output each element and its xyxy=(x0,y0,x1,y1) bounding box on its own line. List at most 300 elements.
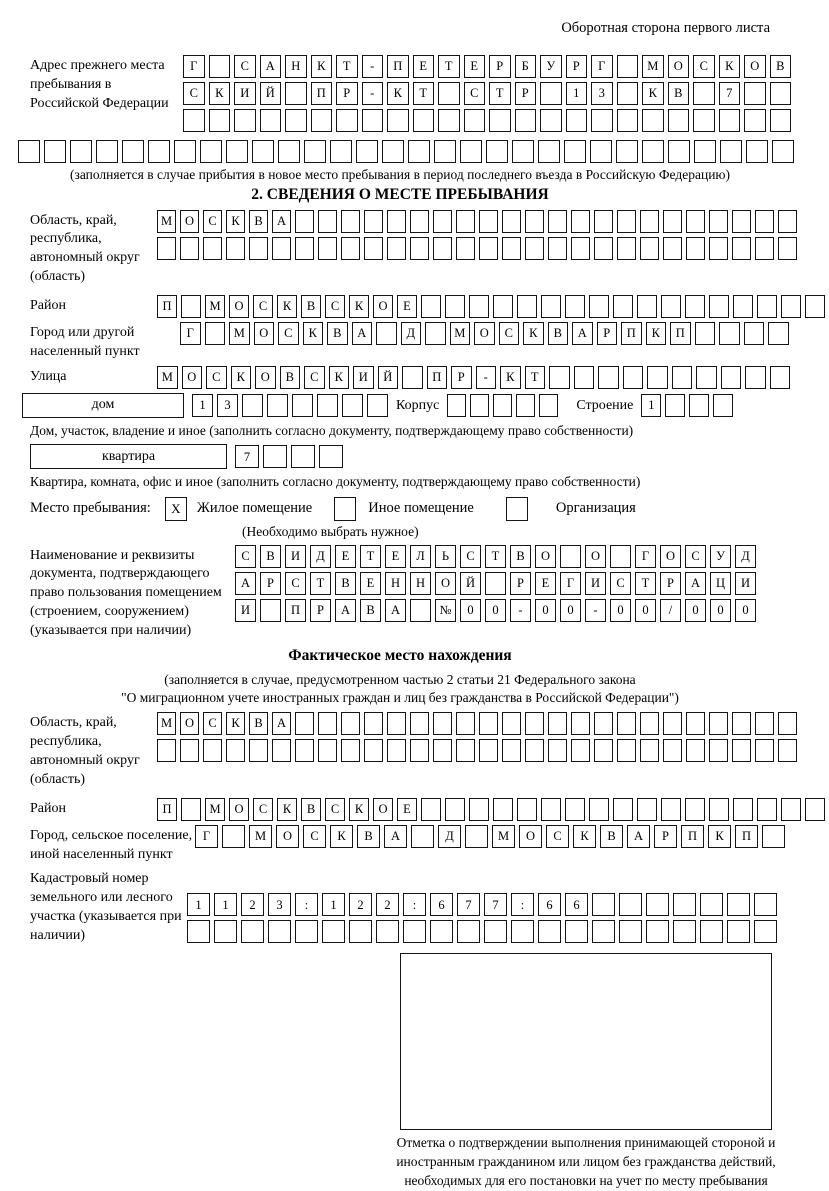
char-box[interactable]: К xyxy=(226,712,245,735)
char-box[interactable]: В xyxy=(600,825,623,848)
char-box[interactable] xyxy=(226,237,245,260)
char-box[interactable] xyxy=(732,237,751,260)
char-box[interactable] xyxy=(516,394,535,417)
char-box[interactable]: В xyxy=(249,712,268,735)
char-box[interactable]: П xyxy=(387,55,409,78)
char-box[interactable] xyxy=(685,798,705,821)
char-box[interactable]: К xyxy=(277,295,297,318)
char-box[interactable]: 7 xyxy=(457,893,480,916)
char-box[interactable]: Е xyxy=(464,55,486,78)
char-box[interactable]: А xyxy=(384,825,407,848)
char-box[interactable] xyxy=(226,739,245,762)
char-box[interactable]: Т xyxy=(485,545,506,568)
char-box[interactable]: В xyxy=(510,545,531,568)
char-box[interactable] xyxy=(757,295,777,318)
char-box[interactable] xyxy=(709,210,728,233)
char-box[interactable] xyxy=(540,82,562,105)
char-box[interactable] xyxy=(661,295,681,318)
char-box[interactable] xyxy=(613,798,633,821)
char-box[interactable]: Г xyxy=(180,322,201,345)
char-box[interactable] xyxy=(200,140,222,163)
char-box[interactable] xyxy=(387,712,406,735)
char-box[interactable] xyxy=(719,322,740,345)
char-box[interactable]: Е xyxy=(360,572,381,595)
char-box[interactable]: К xyxy=(500,366,521,389)
char-box[interactable] xyxy=(376,920,399,943)
char-box[interactable] xyxy=(364,210,383,233)
char-box[interactable]: - xyxy=(362,55,384,78)
char-box[interactable] xyxy=(410,237,429,260)
char-box[interactable] xyxy=(619,920,642,943)
char-box[interactable] xyxy=(249,237,268,260)
char-box[interactable]: К xyxy=(303,322,324,345)
char-box[interactable] xyxy=(322,920,345,943)
char-box[interactable]: К xyxy=(231,366,252,389)
char-box[interactable] xyxy=(493,394,512,417)
char-box[interactable] xyxy=(438,109,460,132)
char-box[interactable]: Г xyxy=(183,55,205,78)
char-box[interactable] xyxy=(693,82,715,105)
char-box[interactable]: А xyxy=(385,599,406,622)
char-box[interactable]: С xyxy=(253,295,273,318)
char-box[interactable] xyxy=(571,712,590,735)
char-box[interactable]: С xyxy=(206,366,227,389)
char-box[interactable] xyxy=(757,798,777,821)
char-box[interactable] xyxy=(548,237,567,260)
char-box[interactable] xyxy=(260,599,281,622)
char-box[interactable] xyxy=(447,394,466,417)
char-box[interactable]: Б xyxy=(515,55,537,78)
char-box[interactable]: Д xyxy=(310,545,331,568)
char-box[interactable] xyxy=(663,237,682,260)
char-box[interactable] xyxy=(456,739,475,762)
char-box[interactable] xyxy=(560,545,581,568)
char-box[interactable] xyxy=(502,739,521,762)
char-box[interactable]: К xyxy=(277,798,297,821)
char-box[interactable] xyxy=(762,825,785,848)
char-box[interactable] xyxy=(382,140,404,163)
char-box[interactable]: 1 xyxy=(214,893,237,916)
char-box[interactable] xyxy=(226,140,248,163)
char-box[interactable] xyxy=(565,798,585,821)
char-box[interactable]: О xyxy=(585,545,606,568)
char-box[interactable]: В xyxy=(280,366,301,389)
char-box[interactable]: О xyxy=(474,322,495,345)
char-box[interactable] xyxy=(222,825,245,848)
char-box[interactable] xyxy=(548,210,567,233)
char-box[interactable]: С xyxy=(183,82,205,105)
char-box[interactable]: О xyxy=(435,572,456,595)
char-box[interactable]: Е xyxy=(535,572,556,595)
char-box[interactable] xyxy=(479,237,498,260)
char-box[interactable] xyxy=(565,295,585,318)
char-box[interactable] xyxy=(525,739,544,762)
char-box[interactable] xyxy=(695,322,716,345)
char-box[interactable] xyxy=(745,366,766,389)
char-box[interactable] xyxy=(646,920,669,943)
char-box[interactable] xyxy=(304,140,326,163)
char-box[interactable] xyxy=(44,140,66,163)
char-box[interactable] xyxy=(411,825,434,848)
char-box[interactable] xyxy=(538,140,560,163)
char-box[interactable]: С xyxy=(203,712,222,735)
char-box[interactable] xyxy=(479,712,498,735)
char-box[interactable]: К xyxy=(209,82,231,105)
stamp-box[interactable] xyxy=(400,953,772,1130)
char-box[interactable] xyxy=(356,140,378,163)
char-box[interactable] xyxy=(768,322,789,345)
char-box[interactable] xyxy=(727,893,750,916)
char-box[interactable] xyxy=(663,210,682,233)
char-box[interactable] xyxy=(272,237,291,260)
char-box[interactable] xyxy=(278,140,300,163)
char-box[interactable]: В xyxy=(249,210,268,233)
char-box[interactable]: Е xyxy=(413,55,435,78)
char-box[interactable]: С xyxy=(253,798,273,821)
char-box[interactable] xyxy=(525,712,544,735)
char-box[interactable]: В xyxy=(360,599,381,622)
char-box[interactable]: 7 xyxy=(719,82,741,105)
char-box[interactable] xyxy=(512,140,534,163)
char-box[interactable] xyxy=(408,140,430,163)
char-box[interactable] xyxy=(592,920,615,943)
char-box[interactable]: Т xyxy=(336,55,358,78)
char-box[interactable]: 0 xyxy=(485,599,506,622)
char-box[interactable]: С xyxy=(304,366,325,389)
char-box[interactable] xyxy=(433,712,452,735)
char-box[interactable] xyxy=(733,295,753,318)
char-box[interactable] xyxy=(96,140,118,163)
char-box[interactable] xyxy=(617,237,636,260)
char-box[interactable] xyxy=(640,739,659,762)
char-box[interactable]: А xyxy=(260,55,282,78)
char-box[interactable]: Р xyxy=(489,55,511,78)
char-box[interactable]: А xyxy=(352,322,373,345)
char-box[interactable] xyxy=(187,920,210,943)
char-box[interactable] xyxy=(689,394,709,417)
char-box[interactable] xyxy=(709,295,729,318)
char-box[interactable]: У xyxy=(540,55,562,78)
char-box[interactable]: 0 xyxy=(735,599,756,622)
char-box[interactable]: К xyxy=(642,82,664,105)
char-box[interactable] xyxy=(694,140,716,163)
char-box[interactable]: О xyxy=(744,55,766,78)
char-box[interactable] xyxy=(661,798,681,821)
char-box[interactable]: А xyxy=(272,712,291,735)
char-box[interactable]: В xyxy=(668,82,690,105)
char-box[interactable]: Е xyxy=(397,798,417,821)
char-box[interactable]: М xyxy=(205,798,225,821)
char-box[interactable]: Д xyxy=(735,545,756,568)
char-box[interactable]: Р xyxy=(660,572,681,595)
char-box[interactable]: Г xyxy=(635,545,656,568)
char-box[interactable] xyxy=(318,237,337,260)
char-box[interactable]: Г xyxy=(195,825,218,848)
char-box[interactable] xyxy=(744,322,765,345)
char-box[interactable] xyxy=(336,109,358,132)
char-box[interactable]: О xyxy=(373,798,393,821)
char-box[interactable] xyxy=(663,739,682,762)
char-box[interactable] xyxy=(709,237,728,260)
char-box[interactable]: 6 xyxy=(565,893,588,916)
char-box[interactable] xyxy=(517,295,537,318)
char-box[interactable] xyxy=(438,82,460,105)
char-box[interactable]: С xyxy=(203,210,222,233)
char-box[interactable]: А xyxy=(627,825,650,848)
char-box[interactable]: О xyxy=(180,712,199,735)
char-box[interactable]: П xyxy=(621,322,642,345)
char-box[interactable] xyxy=(541,295,561,318)
char-box[interactable] xyxy=(525,237,544,260)
char-box[interactable] xyxy=(647,366,668,389)
char-box[interactable] xyxy=(203,739,222,762)
char-box[interactable] xyxy=(295,920,318,943)
char-box[interactable] xyxy=(589,295,609,318)
char-box[interactable] xyxy=(617,82,639,105)
char-box[interactable]: Р xyxy=(515,82,537,105)
char-box[interactable]: М xyxy=(492,825,515,848)
char-box[interactable] xyxy=(673,893,696,916)
char-box[interactable]: О xyxy=(229,798,249,821)
char-box[interactable] xyxy=(460,140,482,163)
char-box[interactable]: О xyxy=(373,295,393,318)
char-box[interactable] xyxy=(732,712,751,735)
char-box[interactable]: 1 xyxy=(641,394,661,417)
char-box[interactable]: Г xyxy=(591,55,613,78)
char-box[interactable] xyxy=(515,109,537,132)
char-box[interactable] xyxy=(668,109,690,132)
char-box[interactable]: Р xyxy=(654,825,677,848)
char-box[interactable] xyxy=(617,739,636,762)
char-box[interactable]: К xyxy=(329,366,350,389)
char-box[interactable]: 1 xyxy=(566,82,588,105)
char-box[interactable] xyxy=(241,920,264,943)
char-box[interactable] xyxy=(640,210,659,233)
char-box[interactable]: 6 xyxy=(538,893,561,916)
char-box[interactable] xyxy=(252,140,274,163)
char-box[interactable]: О xyxy=(182,366,203,389)
char-box[interactable]: А xyxy=(272,210,291,233)
char-box[interactable] xyxy=(433,739,452,762)
char-box[interactable]: Е xyxy=(385,545,406,568)
char-box[interactable]: Т xyxy=(635,572,656,595)
char-box[interactable] xyxy=(778,712,797,735)
char-box[interactable] xyxy=(594,237,613,260)
char-box[interactable] xyxy=(209,109,231,132)
char-box[interactable]: К xyxy=(523,322,544,345)
char-box[interactable] xyxy=(720,140,742,163)
char-box[interactable] xyxy=(770,82,792,105)
char-box[interactable]: П xyxy=(157,295,177,318)
char-box[interactable]: П xyxy=(311,82,333,105)
char-box[interactable] xyxy=(489,109,511,132)
char-box[interactable] xyxy=(421,295,441,318)
char-box[interactable] xyxy=(181,295,201,318)
char-box[interactable] xyxy=(744,82,766,105)
char-box[interactable]: - xyxy=(476,366,497,389)
char-box[interactable]: Л xyxy=(410,545,431,568)
char-box[interactable] xyxy=(122,140,144,163)
char-box[interactable] xyxy=(721,366,742,389)
char-box[interactable]: Н xyxy=(410,572,431,595)
char-box[interactable]: Р xyxy=(451,366,472,389)
char-box[interactable] xyxy=(260,109,282,132)
char-box[interactable] xyxy=(402,366,423,389)
char-box[interactable]: Т xyxy=(489,82,511,105)
char-box[interactable]: 0 xyxy=(560,599,581,622)
char-box[interactable] xyxy=(732,739,751,762)
char-box[interactable]: О xyxy=(276,825,299,848)
char-box[interactable] xyxy=(700,920,723,943)
char-box[interactable] xyxy=(486,140,508,163)
char-box[interactable]: 3 xyxy=(591,82,613,105)
char-box[interactable] xyxy=(665,394,685,417)
char-box[interactable]: К xyxy=(719,55,741,78)
char-box[interactable]: С xyxy=(234,55,256,78)
char-box[interactable]: Т xyxy=(310,572,331,595)
char-box[interactable] xyxy=(778,739,797,762)
char-box[interactable]: В xyxy=(770,55,792,78)
char-box[interactable] xyxy=(746,140,768,163)
char-box[interactable] xyxy=(713,394,733,417)
char-box[interactable]: И xyxy=(353,366,374,389)
char-box[interactable]: М xyxy=(249,825,272,848)
char-box[interactable]: И xyxy=(585,572,606,595)
char-box[interactable] xyxy=(209,55,231,78)
char-box[interactable] xyxy=(319,445,343,468)
char-box[interactable] xyxy=(349,920,372,943)
char-box[interactable]: С xyxy=(499,322,520,345)
char-box[interactable] xyxy=(623,366,644,389)
char-box[interactable] xyxy=(590,140,612,163)
char-box[interactable] xyxy=(445,295,465,318)
char-box[interactable] xyxy=(341,210,360,233)
char-box[interactable]: 1 xyxy=(187,893,210,916)
char-box[interactable] xyxy=(387,109,409,132)
char-box[interactable]: У xyxy=(710,545,731,568)
char-box[interactable]: С xyxy=(325,295,345,318)
char-box[interactable]: Р xyxy=(260,572,281,595)
char-box[interactable]: О xyxy=(180,210,199,233)
char-box[interactable] xyxy=(598,366,619,389)
char-box[interactable] xyxy=(425,322,446,345)
char-box[interactable] xyxy=(594,712,613,735)
char-box[interactable] xyxy=(548,739,567,762)
char-box[interactable]: П xyxy=(681,825,704,848)
char-box[interactable]: К xyxy=(708,825,731,848)
char-box[interactable] xyxy=(183,109,205,132)
char-box[interactable] xyxy=(781,295,801,318)
char-box[interactable] xyxy=(249,739,268,762)
char-box[interactable] xyxy=(148,140,170,163)
char-box[interactable]: П xyxy=(735,825,758,848)
char-box[interactable] xyxy=(571,739,590,762)
char-box[interactable] xyxy=(686,237,705,260)
char-box[interactable]: С xyxy=(610,572,631,595)
char-box[interactable]: К xyxy=(349,295,369,318)
char-box[interactable]: 2 xyxy=(349,893,372,916)
char-box[interactable]: С xyxy=(285,572,306,595)
char-box[interactable]: 0 xyxy=(610,599,631,622)
char-box[interactable] xyxy=(485,572,506,595)
char-box[interactable] xyxy=(571,237,590,260)
char-box[interactable]: К xyxy=(330,825,353,848)
char-box[interactable] xyxy=(469,295,489,318)
char-box[interactable]: В xyxy=(335,572,356,595)
char-box[interactable] xyxy=(732,210,751,233)
char-box[interactable] xyxy=(456,712,475,735)
char-box[interactable] xyxy=(574,366,595,389)
char-box[interactable] xyxy=(292,394,313,417)
char-box[interactable]: С xyxy=(693,55,715,78)
char-box[interactable] xyxy=(685,295,705,318)
char-box[interactable] xyxy=(693,109,715,132)
char-box[interactable] xyxy=(285,109,307,132)
char-box[interactable] xyxy=(686,210,705,233)
char-box[interactable] xyxy=(291,445,315,468)
char-box[interactable] xyxy=(696,366,717,389)
char-box[interactable] xyxy=(805,798,825,821)
char-box[interactable] xyxy=(456,210,475,233)
char-box[interactable] xyxy=(493,295,513,318)
char-box[interactable] xyxy=(778,210,797,233)
char-box[interactable]: С xyxy=(303,825,326,848)
char-box[interactable] xyxy=(263,445,287,468)
char-box[interactable]: - xyxy=(510,599,531,622)
char-box[interactable] xyxy=(637,798,657,821)
char-box[interactable]: С xyxy=(546,825,569,848)
char-box[interactable] xyxy=(387,210,406,233)
char-box[interactable] xyxy=(456,237,475,260)
char-box[interactable]: Ь xyxy=(435,545,456,568)
char-box[interactable] xyxy=(539,394,558,417)
char-box[interactable] xyxy=(180,237,199,260)
char-box[interactable] xyxy=(413,109,435,132)
char-box[interactable] xyxy=(733,798,753,821)
char-box[interactable]: К xyxy=(226,210,245,233)
char-box[interactable] xyxy=(565,920,588,943)
char-box[interactable] xyxy=(267,394,288,417)
char-box[interactable] xyxy=(538,920,561,943)
char-box[interactable] xyxy=(541,798,561,821)
char-box[interactable] xyxy=(317,394,338,417)
char-box[interactable] xyxy=(673,920,696,943)
char-box[interactable] xyxy=(410,210,429,233)
char-box[interactable]: С xyxy=(235,545,256,568)
char-box[interactable] xyxy=(700,893,723,916)
checkbox-inoe[interactable] xyxy=(334,497,356,521)
char-box[interactable] xyxy=(181,798,201,821)
char-box[interactable]: 7 xyxy=(484,893,507,916)
char-box[interactable]: Р xyxy=(597,322,618,345)
char-box[interactable] xyxy=(592,893,615,916)
char-box[interactable]: : xyxy=(403,893,426,916)
char-box[interactable] xyxy=(268,920,291,943)
char-box[interactable] xyxy=(484,920,507,943)
char-box[interactable]: К xyxy=(646,322,667,345)
char-box[interactable] xyxy=(640,237,659,260)
char-box[interactable]: М xyxy=(642,55,664,78)
char-box[interactable] xyxy=(617,712,636,735)
char-box[interactable]: И xyxy=(735,572,756,595)
char-box[interactable] xyxy=(364,237,383,260)
char-box[interactable] xyxy=(502,210,521,233)
char-box[interactable] xyxy=(770,366,791,389)
char-box[interactable] xyxy=(157,739,176,762)
char-box[interactable]: С xyxy=(464,82,486,105)
char-box[interactable] xyxy=(364,739,383,762)
char-box[interactable]: : xyxy=(295,893,318,916)
